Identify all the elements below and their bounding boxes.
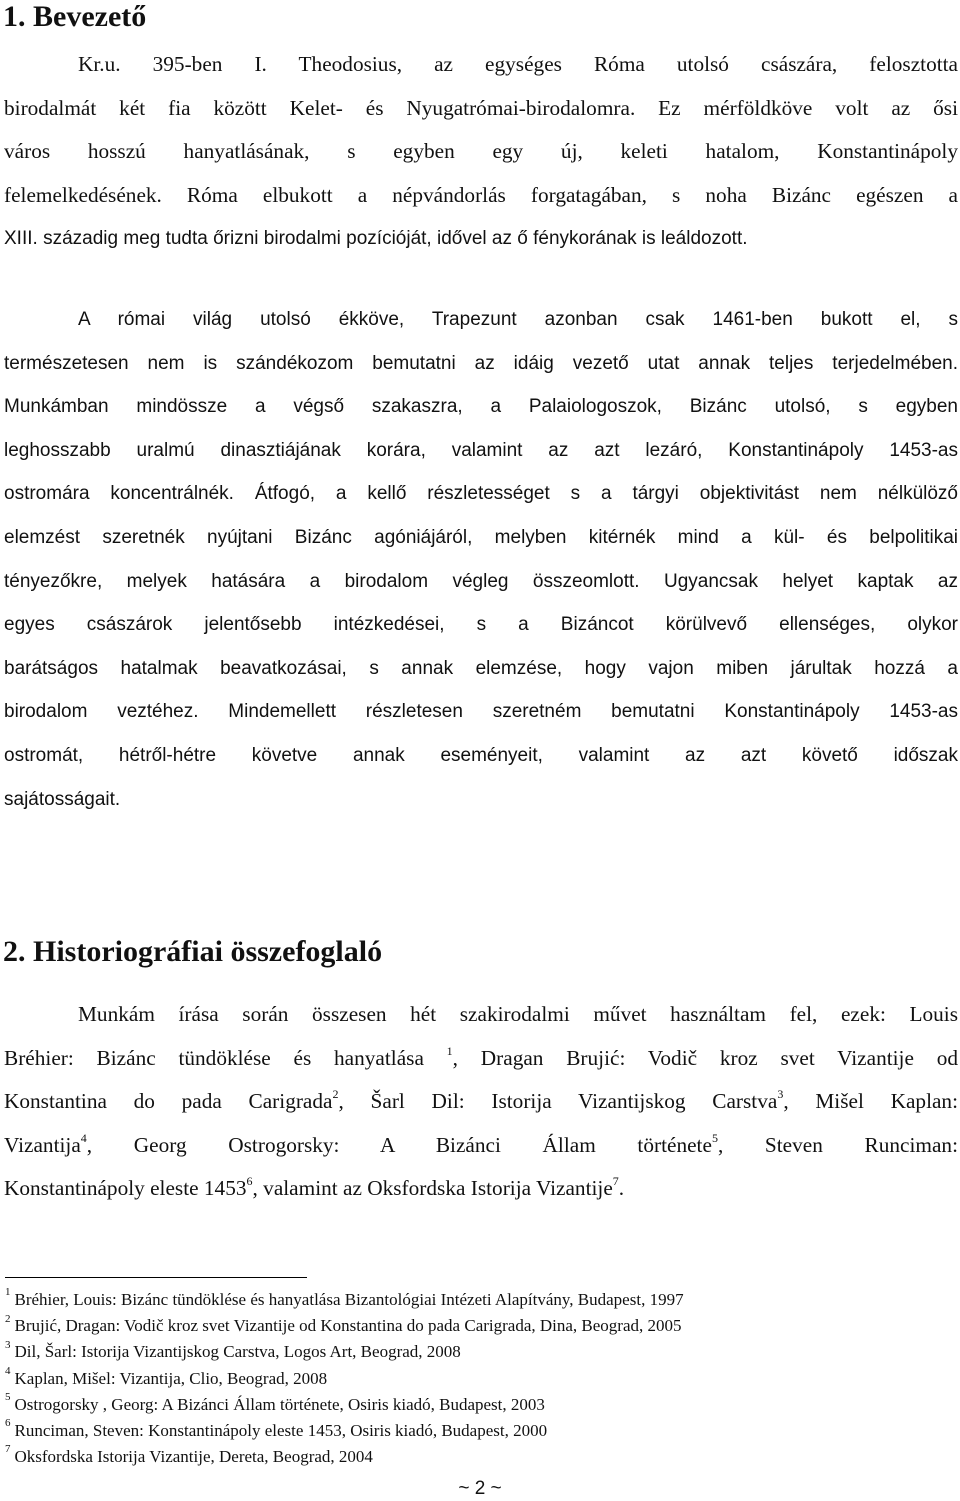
- text-line: felemelkedésének. Róma elbukott a népvándorlás forgatagában, s noha Bizánc egészen a: [4, 182, 958, 207]
- text-line: ostromát, hétről-hétre követve annak eseményeit, valamint az azt követő időszak: [4, 744, 958, 766]
- text-segment: Konstantinápoly eleste 1453: [4, 1176, 247, 1201]
- text-line: barátságos hatalmak beavatkozásai, s annak elemzése, hogy vajon miben járultak hozzá a: [4, 657, 958, 679]
- footnote-number: 1: [5, 1286, 11, 1299]
- text-segment: Konstantina do pada Carigrada: [4, 1089, 333, 1114]
- text-segment: .: [618, 1176, 625, 1201]
- footnote: [5, 1418, 955, 1444]
- text-line: Kr.u. 395-ben I. Theodosius, az egységes Róma utolsó császára, felosztotta: [78, 52, 958, 76]
- text-line: [4, 1080, 958, 1124]
- text-line: egyes császárok jelentősebb intézkedései, s a Bizáncot körülvevő ellenséges, olykor: [4, 614, 958, 636]
- text-segment: , Šarl Dil: Istorija Vizantijskog Carstva: [338, 1089, 778, 1114]
- text-line: [4, 993, 958, 1037]
- text-segment: , Dragan Brujić: Vodič kroz svet Vizantije od: [452, 1045, 958, 1070]
- footnote-text: Dil, Šarl: Istorija Vizantijskog Carstva, Logos Art, Beograd, 2008: [14, 1342, 461, 1362]
- text-line: elemzést szeretnék nyújtani Bizánc agóniájáról, melyben kitérnék mind a kül- és belpolitikai: [4, 526, 958, 548]
- footnote-ref: 5: [711, 1130, 718, 1145]
- heading-bevezeto: 1. Bevezető: [3, 0, 147, 33]
- footnote: [5, 1392, 955, 1418]
- text-line: birodalmát két fia között Kelet- és Nyugatrómai-birodalomra. Ez mérföldköve volt az ősi: [4, 95, 958, 120]
- text-line: birodalom veztéhez. Mindemellett részletesen szeretném bemutatni Konstantinápoly 1453-as: [4, 701, 958, 723]
- text-line: sajátosságait.: [4, 788, 121, 810]
- text-line: város hosszú hanyatlásának, s egyben egy új, keleti hatalom, Konstantinápoly: [4, 139, 958, 164]
- footnote-number: 4: [5, 1364, 11, 1377]
- footnote-ref: 4: [80, 1130, 87, 1145]
- footnote-text: Oksfordska Istorija Vizantije, Dereta, Beograd, 2004: [14, 1447, 373, 1467]
- text-line: tényezőkre, melyek hatására a birodalom végleg összeomlott. Ugyancsak helyet kaptak az: [4, 570, 958, 592]
- intro-paragraph-1: [4, 43, 958, 261]
- footnote-ref: 1: [446, 1043, 453, 1058]
- text-line: A római világ utolsó ékköve, Trapezunt azonban csak 1461-ben bukott el, s: [78, 309, 958, 330]
- text-line: Munkámban mindössze a végső szakaszra, a Palaiologoszok, Bizánc utolsó, s egyben: [4, 396, 958, 418]
- footnote-number: 2: [5, 1312, 11, 1325]
- footnote: [5, 1313, 955, 1339]
- footnote-text: Bréhier, Louis: Bizánc tündöklése és hanyatlása Bizantológiai Intézeti Alapítvány, Budapest, 1997: [14, 1290, 684, 1309]
- text-segment: , Mišel Kaplan:: [783, 1089, 958, 1114]
- footnote-ref: 6: [246, 1174, 253, 1189]
- footnote-number: 6: [5, 1417, 11, 1430]
- footnote: [5, 1444, 955, 1470]
- footnote-text: Brujić, Dragan: Vodič kroz svet Vizantije od Konstantina do pada Carigrada, Dina, Beograd, 2005: [14, 1316, 682, 1336]
- text-line: [4, 1124, 958, 1168]
- footnote-number: 3: [5, 1338, 11, 1351]
- text-line: leghosszabb uralmú dinasztiájának korára, valamint az azt lezáró, Konstantinápoly 1453-as: [4, 439, 958, 461]
- footnote-text: Runciman, Steven: Konstantinápoly eleste 1453, Osiris kiadó, Budapest, 2000: [14, 1420, 548, 1440]
- footnote-number: 7: [5, 1443, 11, 1456]
- footnote-text: Ostrogorsky , Georg: A Bizánci Állam története, Osiris kiadó, Budapest, 2003: [14, 1394, 545, 1414]
- text-segment: , valamint az Oksfordska Istorija Vizantije: [252, 1176, 613, 1201]
- text-line: XIII. századig meg tudta őrizni birodalmi pozícióját, idővel az ő fénykorának is leáldozott.: [4, 228, 748, 250]
- footnote-number: 5: [5, 1391, 11, 1404]
- heading-historiografia: 2. Historiográfiai összefoglaló: [3, 935, 383, 968]
- text-line: [4, 1037, 958, 1081]
- intro-paragraph-2: [4, 298, 958, 821]
- text-line: természetesen nem is szándékozom bemutatni az idáig vezető utat annak teljes terjedelmében.: [4, 352, 958, 374]
- text-segment: Bréhier: Bizánc tündöklése és hanyatlása: [4, 1045, 447, 1070]
- footnote-ref: 3: [777, 1087, 784, 1102]
- text-segment: Munkám írása során összesen hét szakirodalmi művet használtam fel, ezek: Louis: [78, 1002, 958, 1026]
- footnote-text: Kaplan, Mišel: Vizantija, Clio, Beograd, 2008: [14, 1368, 328, 1388]
- footnote: [5, 1287, 955, 1313]
- footnote: [5, 1339, 955, 1365]
- text-segment: Vizantija: [4, 1132, 81, 1157]
- text-segment: , Steven Runciman:: [717, 1132, 958, 1157]
- historiography-paragraph: [4, 993, 958, 1211]
- footnote: [5, 1366, 955, 1392]
- footnote-ref: 7: [612, 1174, 619, 1189]
- text-segment: , Georg Ostrogorsky: A Bizánci Állam története: [86, 1132, 712, 1157]
- text-line: [4, 1167, 958, 1211]
- text-line: ostromára koncentrálnék. Átfogó, a kellő részletességet s a tárgyi objektivitást nem nélkülöző: [4, 483, 958, 505]
- page-number: ~ 2 ~: [458, 1478, 502, 1499]
- footnote-ref: 2: [332, 1087, 339, 1102]
- footnote-separator: [5, 1277, 307, 1278]
- footnotes: [5, 1287, 955, 1470]
